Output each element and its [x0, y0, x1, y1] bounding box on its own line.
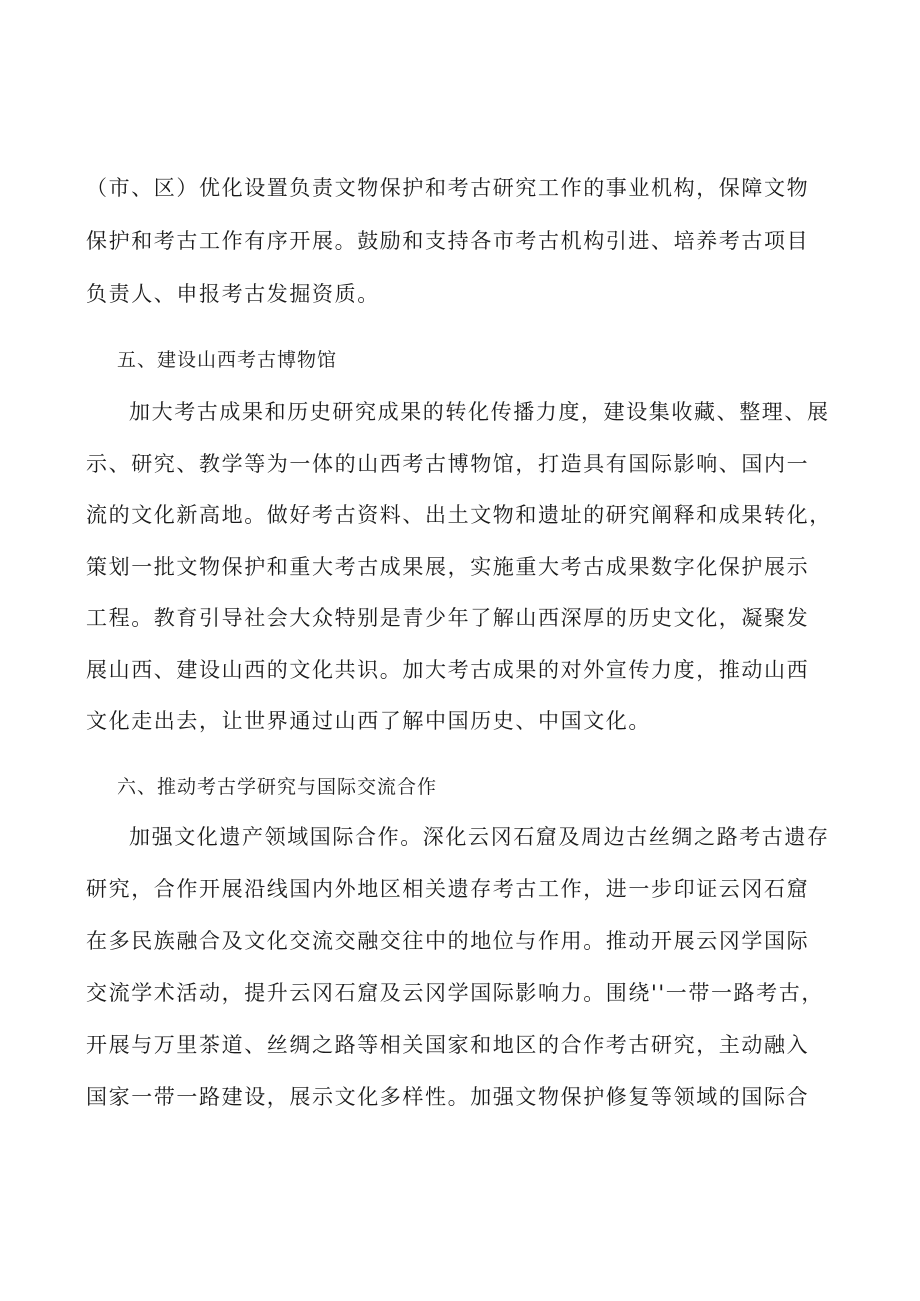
- para3-line-2: 研究，合作开展沿线国内外地区相关遗存考古工作，进一步印证云冈石窟: [86, 877, 810, 901]
- para2-line-5: 工程。教育引导社会大众特别是青少年了解山西深厚的历史文化，凝聚发: [86, 606, 810, 630]
- para2-line-3: 流的文化新高地。做好考古资料、出土文物和遗址的研究阐释和成果转化，: [86, 503, 832, 527]
- section-heading-5: 五、建设山西考古博物馆: [117, 349, 338, 371]
- para3-line-3: 在多民族融合及文化交流交融交往中的地位与作用。推动开展云冈学国际: [86, 929, 810, 953]
- para2-line-2: 示、研究、教学等为一体的山西考古博物馆，打造具有国际影响、国内一: [86, 452, 810, 476]
- para3-line-4: 交流学术活动，提升云冈石窟及云冈学国际影响力。围绕''一带一路考古，: [86, 981, 824, 1005]
- para1-line-2: 保护和考古工作有序开展。鼓励和支持各市考古机构引进、培养考古项目: [86, 229, 810, 253]
- para1-line-1: （市、区）优化设置负责文物保护和考古研究工作的事业机构，保障文物: [86, 176, 810, 200]
- para2-line-6: 展山西、建设山西的文化共识。加大考古成果的对外宣传力度，推动山西: [86, 658, 810, 682]
- para2-line-4: 策划一批文物保护和重大考古成果展，实施重大考古成果数字化保护展示: [86, 555, 810, 579]
- para3-line-1: 加强文化遗产领域国际合作。深化云冈石窟及周边古丝绸之路考古遗存: [129, 825, 830, 849]
- section-heading-6: 六、推动考古学研究与国际交流合作: [117, 776, 438, 798]
- para3-line-5: 开展与万里茶道、丝绸之路等相关国家和地区的合作考古研究，主动融入: [86, 1033, 810, 1057]
- para2-line-1: 加大考古成果和历史研究成果的转化传播力度，建设集收藏、整理、展: [129, 400, 830, 424]
- para1-line-3: 负责人、申报考古发掘资质。: [86, 282, 380, 306]
- para2-line-7: 文化走出去，让世界通过山西了解中国历史、中国文化。: [86, 709, 651, 733]
- para3-line-6: 国家一带一路建设，展示文化多样性。加强文物保护修复等领域的国际合: [86, 1085, 810, 1109]
